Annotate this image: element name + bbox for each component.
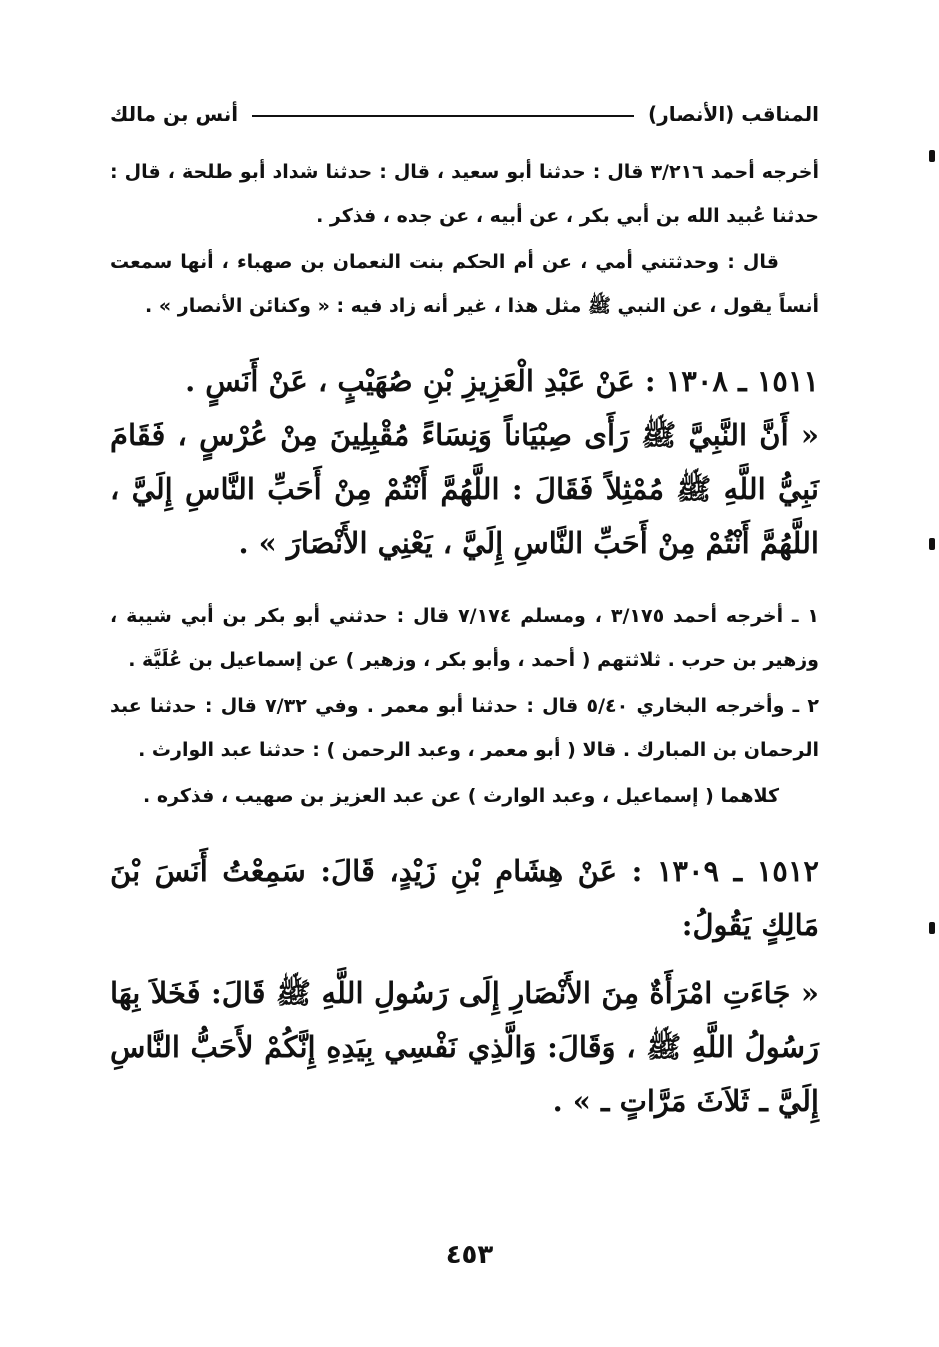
page-body [110,150,819,1128]
header-chapter-title: أنس بن مالك [110,102,239,126]
hadith-1511-isnad: ١٥١١ ـ ١٣٠٨ : عَنْ عَبْدِ الْعَزِيزِ بْنِ صُهَيْبٍ ، عَنْ أَنَسٍ . [185,364,819,398]
takhrij-paragraph-1: أخرجه أحمد ٣/٢١٦ قال : حدثنا أبو سعيد ، قال : حدثنا شداد أبو طلحة ، قال : حدثنا عُبيد الله بن أبي بكر ، عن أبيه ، عن جده ، فذكر . [110,161,820,227]
margin-mark [929,150,935,162]
hadith-1512-isnad: ١٥١٢ ـ ١٣٠٩ : عَنْ هِشَامِ بْنِ زَيْدٍ، قَالَ: سَمِعْتُ أَنَسَ بْنَ مَالِكٍ يَقُولُ: [110,854,819,942]
hadith-1512-matn: « جَاءَتِ امْرَأَةٌ مِنَ الأَنْصَارِ إِلَى رَسُولِ اللَّهِ ﷺ قَالَ: فَخَلاَ بِهَا رَسُولُ اللَّهِ ﷺ ، وَقَالَ: وَالَّذِي نَفْسِي بِيَدِهِ إِنَّكُمْ لأَحَبُّ النَّاسِ إِلَيَّ ـ ثَلاَثَ مَرَّاتٍ ـ » . [110,976,819,1118]
hadith-1511-matn: « أَنَّ النَّبِيَّ ﷺ رَأَى صِبْيَاناً وَنِسَاءً مُقْبِلِينَ مِنْ عُرْسٍ ، فَقَامَ نَبِيُّ اللَّهِ ﷺ مُمْثِلاً فَقَالَ : اللَّهُمَّ أَنْتُمْ مِنْ أَحَبِّ النَّاسِ إِلَيَّ ، اللَّهُمَّ أَنْتُمْ مِنْ أَحَبِّ النَّاسِ إِلَيَّ ، يَعْنِي الأَنْصَارَ » . [110,418,819,560]
header-rule [252,115,634,117]
margin-mark [929,538,935,550]
page-number: ٤٥٣ [445,1240,494,1270]
running-header [110,96,819,132]
header-section-title: المناقب (الأنصار) [648,102,819,126]
margin-mark [929,922,935,934]
takhrij-paragraph-3: ١ ـ أخرجه أحمد ٣/١٧٥ ، ومسلم ٧/١٧٤ قال : حدثني أبو بكر بن أبي شيبة ، وزهير بن حرب . ثلاثتهم ( أحمد ، وأبو بكر ، وزهير ) عن إسماعيل بن عُلَيَّة . [110,605,819,671]
takhrij-paragraph-2: قال : وحدثتني أمي ، عن أم الحكم بنت النعمان بن صهباء ، أنها سمعت أنساً يقول ، عن النبي ﷺ مثل هذا ، غير أنه زاد فيه : « وكنائن الأنصار » . [110,251,819,317]
takhrij-paragraph-5: كلاهما ( إسماعيل ، وعبد الوارث ) عن عبد العزيز بن صهيب ، فذكره . [143,785,779,807]
takhrij-paragraph-4: ٢ ـ وأخرجه البخاري ٥/٤٠ قال : حدثنا أبو معمر . وفي ٧/٣٢ قال : حدثنا عبد الرحمان بن المبارك . قالا ( أبو معمر ، وعبد الرحمن ) : حدثنا عبد الوارث . [110,695,819,761]
